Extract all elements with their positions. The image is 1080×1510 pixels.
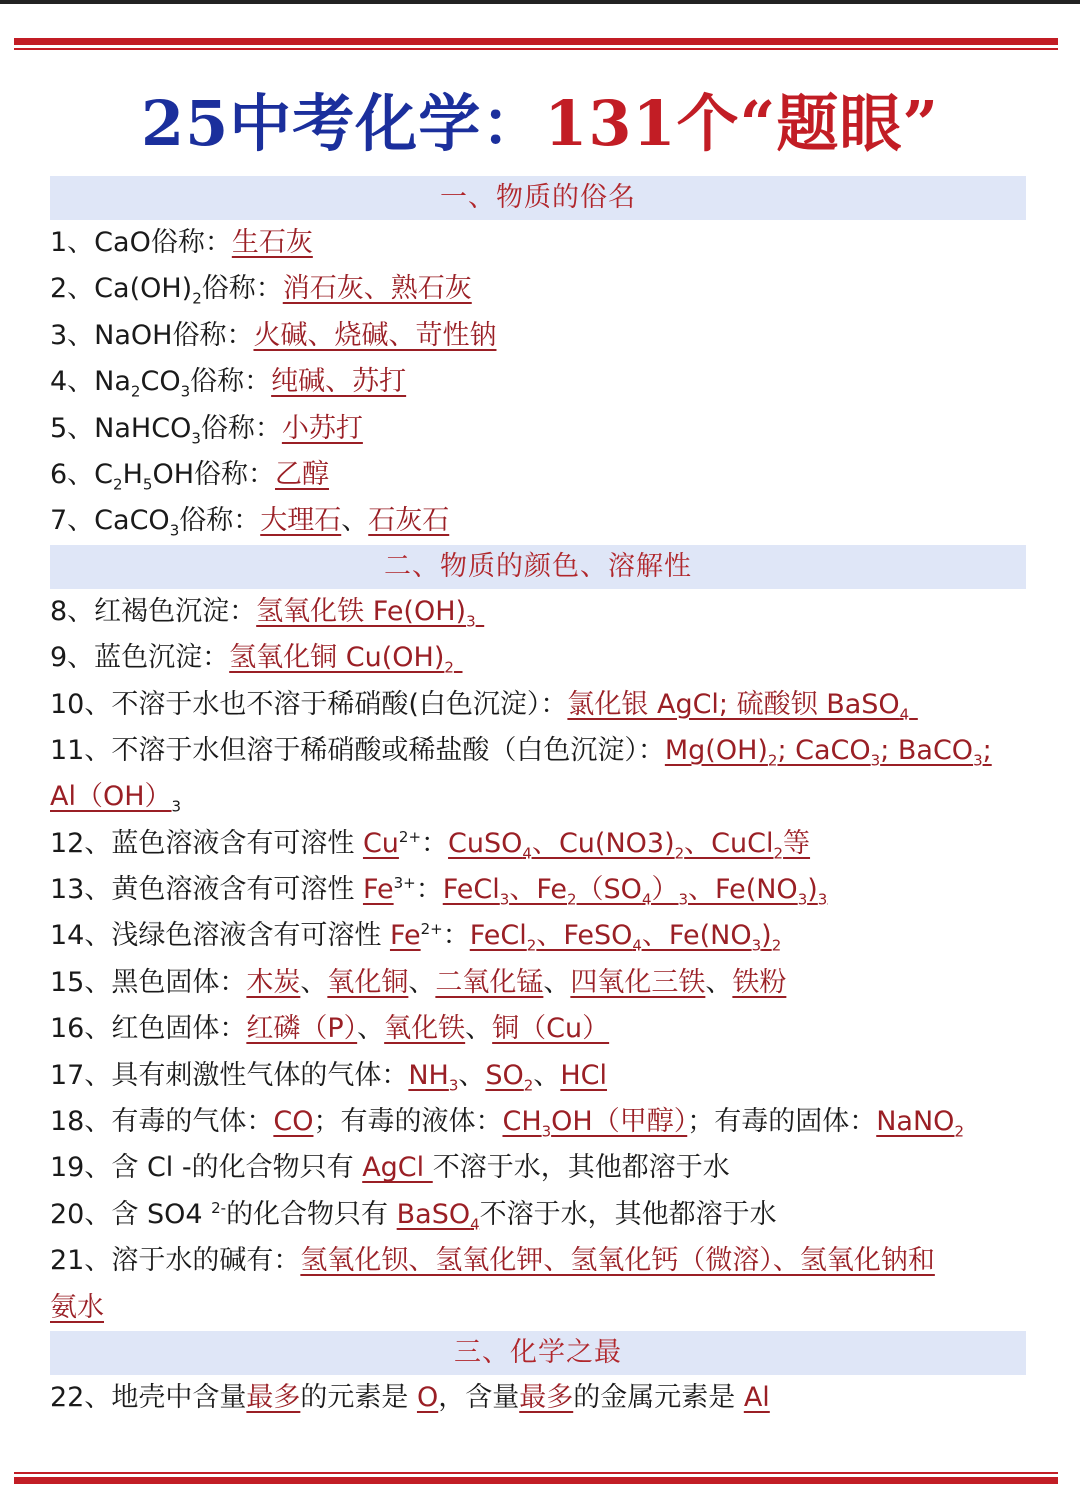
answer: 氨水 [50, 1291, 104, 1323]
item-text: OH俗称： [152, 458, 275, 490]
answer-text: BaSO [396, 1198, 471, 1230]
item-text: CO [140, 366, 181, 398]
subscript: 4 [641, 890, 652, 909]
answer: AgCl [362, 1152, 433, 1184]
answer: 小苏打 [281, 412, 363, 444]
item-17 [50, 1053, 1026, 1099]
item-text: 14、浅绿色溶液含有可溶性 [50, 920, 390, 952]
subscript: 3 [751, 936, 762, 955]
item-text: ，含量 [438, 1381, 520, 1413]
answer-text: 、Fe [509, 874, 567, 906]
item-text: 11、不溶于水但溶于稀硝酸或稀盐酸（白色沉淀）： [50, 734, 665, 766]
subscript: 4 [899, 704, 910, 723]
highlight: 最多 [246, 1381, 301, 1413]
subscript: 2 [130, 382, 141, 401]
item-text: ；有毒的液体： [313, 1106, 503, 1138]
item-7 [50, 498, 1026, 544]
answer: Al [743, 1381, 770, 1413]
top-border [0, 0, 1080, 4]
ion: Fe [362, 874, 394, 906]
answer [229, 642, 462, 677]
content [50, 176, 1026, 1421]
answer-text: CH [502, 1106, 542, 1138]
subscript: 2 [771, 936, 782, 955]
subscript: 3 [870, 751, 881, 770]
item-text: 7、CaCO [50, 505, 170, 537]
item-text: 8、红褐色沉淀： [50, 595, 257, 627]
subscript: 3 [817, 890, 828, 909]
item-text: 的化合物只有 [226, 1198, 397, 1230]
subscript: 3 [180, 382, 191, 401]
subscript: 3 [541, 1122, 552, 1141]
answer [876, 1106, 964, 1141]
item-16 [50, 1006, 1026, 1052]
item-1 [50, 220, 1026, 266]
item-text: 18、有毒的气体： [50, 1106, 274, 1138]
answer: 乙醇 [275, 458, 329, 490]
answer-text: OH（甲醇） [551, 1106, 688, 1138]
item-text: 10、不溶于水也不溶于稀硝酸(白色沉淀）： [50, 688, 568, 720]
answer-text: NaNO [876, 1106, 955, 1138]
answer: HCl [560, 1059, 608, 1091]
subscript: 3 [171, 797, 182, 816]
item-2 [50, 266, 1026, 312]
answer [567, 688, 917, 723]
item-text: 16、红色固体： [50, 1013, 247, 1045]
answer-text: 、Cu(NO3) [531, 827, 675, 859]
answer-text: 、Fe(NO [641, 920, 752, 952]
answer: 消石灰、熟石灰 [282, 273, 472, 305]
separator: 、 [543, 966, 571, 998]
section-header: 一、物质的俗名 [50, 176, 1026, 220]
answer [256, 595, 484, 631]
answer-text: ) [807, 874, 818, 906]
item-text: 不溶于水，其他都溶于水 [479, 1198, 777, 1230]
item-text: 俗称： [179, 505, 261, 537]
item-text: 12、蓝色溶液含有可溶性 [50, 827, 363, 859]
item-4 [50, 359, 1026, 405]
item-text: 4、Na [50, 366, 131, 398]
item-9 [50, 635, 1026, 681]
item-text: 21、溶于水的碱有： [50, 1245, 301, 1277]
answer [664, 734, 992, 770]
answer-text: 氯化银 AgCl; 硫酸钡 BaSO [567, 688, 900, 720]
answer: 红磷（P） [246, 1013, 358, 1045]
answer: 四氧化三铁 [570, 966, 706, 998]
superscript: 2+ [420, 920, 443, 939]
item-text: 6、C [50, 458, 114, 490]
item-text: 俗称： [200, 412, 282, 444]
page-title [0, 84, 1080, 164]
subscript: 2 [954, 1122, 964, 1141]
answer-text: ） [651, 874, 679, 906]
subscript: 3 [797, 890, 808, 909]
answer: 石灰石 [368, 505, 450, 537]
answer-text: SO [485, 1059, 524, 1091]
subscript: 3 [448, 1076, 459, 1095]
bottom-rule [14, 1472, 1058, 1484]
subscript: 2 [526, 936, 537, 955]
subscript: 2 [444, 658, 454, 677]
item-text: 20、含 SO4 [50, 1198, 212, 1230]
ion: Cu [362, 827, 399, 859]
item-10 [50, 682, 1026, 728]
answer: 二氧化锰 [435, 966, 544, 998]
item-text: 的金属元素是 [573, 1381, 744, 1413]
answer-text: Mg(OH) [664, 734, 768, 766]
answer-text: 、FeSO [536, 920, 633, 952]
answer: 氧化铜 [327, 966, 409, 998]
answer-text: ) [761, 920, 772, 952]
item-text: 22、地壳中含量 [50, 1381, 247, 1413]
answer [485, 1059, 534, 1095]
item-text: 的元素是 [300, 1381, 417, 1413]
answer [502, 1106, 688, 1141]
answer-text: 氢氧化铜 Cu(OH) [229, 642, 445, 674]
subscript: 3 [466, 612, 476, 631]
separator: 、 [408, 966, 436, 998]
section-header: 三、化学之最 [50, 1331, 1026, 1375]
subscript: 3 [191, 428, 201, 447]
subscript: 4 [522, 844, 532, 863]
answer-text: ; CaCO [777, 734, 871, 766]
separator: 、 [357, 1013, 385, 1045]
answer: 纯碱、苏打 [271, 366, 407, 398]
title-part-blue: 25中考化学： [140, 87, 545, 160]
item-text: 3、NaOH俗称： [50, 319, 254, 351]
item-13 [50, 867, 1026, 913]
item-19 [50, 1145, 1026, 1191]
answer-text: 等 [783, 827, 811, 859]
answer-text: 、Fe(NO [688, 874, 798, 906]
separator: 、 [533, 1059, 561, 1091]
item-text: ；有毒的固体： [687, 1106, 877, 1138]
item-text: 2、Ca(OH) [50, 273, 193, 305]
item-text: ： [442, 920, 470, 952]
separator: 、 [705, 966, 733, 998]
subscript: 3 [973, 751, 983, 770]
item-text: 不溶于水，其他都溶于水 [432, 1152, 730, 1184]
item-8 [50, 589, 1026, 635]
item-12 [50, 821, 1026, 867]
answer-text: FeCl [442, 874, 500, 906]
item-11 [50, 728, 1026, 774]
item-22 [50, 1375, 1026, 1421]
answer-text: Al（OH） [50, 781, 172, 813]
subscript: 2 [192, 289, 202, 308]
item-text: 5、NaHCO [50, 412, 192, 444]
answer: 氧化铁 [384, 1013, 466, 1045]
title-part-red: 131个“题眼” [544, 87, 940, 160]
item-14 [50, 913, 1026, 959]
highlight: 最多 [519, 1381, 574, 1413]
answer-text: CuSO [448, 827, 523, 859]
answer [448, 827, 811, 863]
top-rule [14, 38, 1058, 50]
item-20 [50, 1192, 1026, 1238]
item-text: ： [415, 874, 443, 906]
item-text: 17、具有刺激性气体的气体： [50, 1059, 409, 1091]
item-text: 9、蓝色沉淀： [50, 642, 230, 674]
item-11-cont [50, 774, 1026, 820]
item-6 [50, 452, 1026, 498]
item-18 [50, 1099, 1026, 1145]
answer: O [416, 1381, 439, 1413]
subscript: 3 [499, 890, 510, 909]
superscript: 3+ [393, 874, 416, 893]
item-3 [50, 313, 1026, 359]
subscript: 2 [767, 751, 778, 770]
answer: 生石灰 [231, 227, 313, 258]
item-text: 15、黑色固体： [50, 966, 247, 998]
subscript: 4 [632, 936, 642, 955]
answer-text: 氢氧化铁 Fe(OH) [256, 595, 467, 627]
subscript: 2 [567, 890, 577, 909]
subscript: 2 [113, 475, 123, 494]
separator: 、 [341, 505, 369, 537]
answer [50, 781, 172, 812]
answer [442, 874, 828, 909]
item-text: 19、含 Cl -的化合物只有 [50, 1152, 363, 1184]
subscript: 2 [523, 1076, 534, 1095]
subscript: 5 [142, 475, 153, 494]
item-text: 俗称： [190, 366, 272, 398]
answer-text: （SO [576, 874, 642, 906]
answer: 铜（Cu） [492, 1013, 610, 1045]
section-header: 二、物质的颜色、溶解性 [50, 545, 1026, 589]
separator: 、 [465, 1013, 493, 1045]
answer [408, 1059, 459, 1095]
item-21 [50, 1238, 1026, 1284]
item-text: 俗称： [201, 273, 283, 305]
answer: 铁粉 [732, 966, 787, 998]
subscript: 4 [470, 1215, 480, 1234]
item-text: 1、CaO俗称： [50, 227, 232, 258]
answer-text: 、CuCl [684, 827, 774, 859]
superscript: 2- [211, 1198, 227, 1217]
answer: 大理石 [260, 505, 342, 537]
ion: Fe [389, 920, 421, 952]
answer [396, 1198, 480, 1234]
answer-text: ; [982, 734, 992, 766]
subscript: 3 [169, 521, 180, 540]
answer: CO [273, 1106, 314, 1138]
item-text: 13、黄色溶液含有可溶性 [50, 874, 363, 906]
item-15 [50, 960, 1026, 1006]
answer: 火碱、烧碱、苛性钠 [253, 319, 497, 351]
separator: 、 [458, 1059, 486, 1091]
item-5 [50, 406, 1026, 452]
superscript: 2+ [398, 827, 422, 846]
item-text: ： [421, 827, 449, 859]
item-21-cont [50, 1285, 1026, 1331]
answer-text: NH [408, 1059, 449, 1091]
answer: 氢氧化钡、氢氧化钾、氢氧化钙（微溶）、氢氧化钠和 [300, 1245, 935, 1277]
subscript: 3 [678, 890, 689, 909]
answer: 木炭 [246, 966, 301, 998]
item-text: H [122, 458, 143, 490]
answer-text: FeCl [469, 920, 527, 952]
separator: 、 [300, 966, 328, 998]
subscript: 2 [674, 844, 685, 863]
answer-text: ; BaCO [880, 734, 974, 766]
subscript: 2 [773, 844, 784, 863]
answer [469, 920, 782, 955]
